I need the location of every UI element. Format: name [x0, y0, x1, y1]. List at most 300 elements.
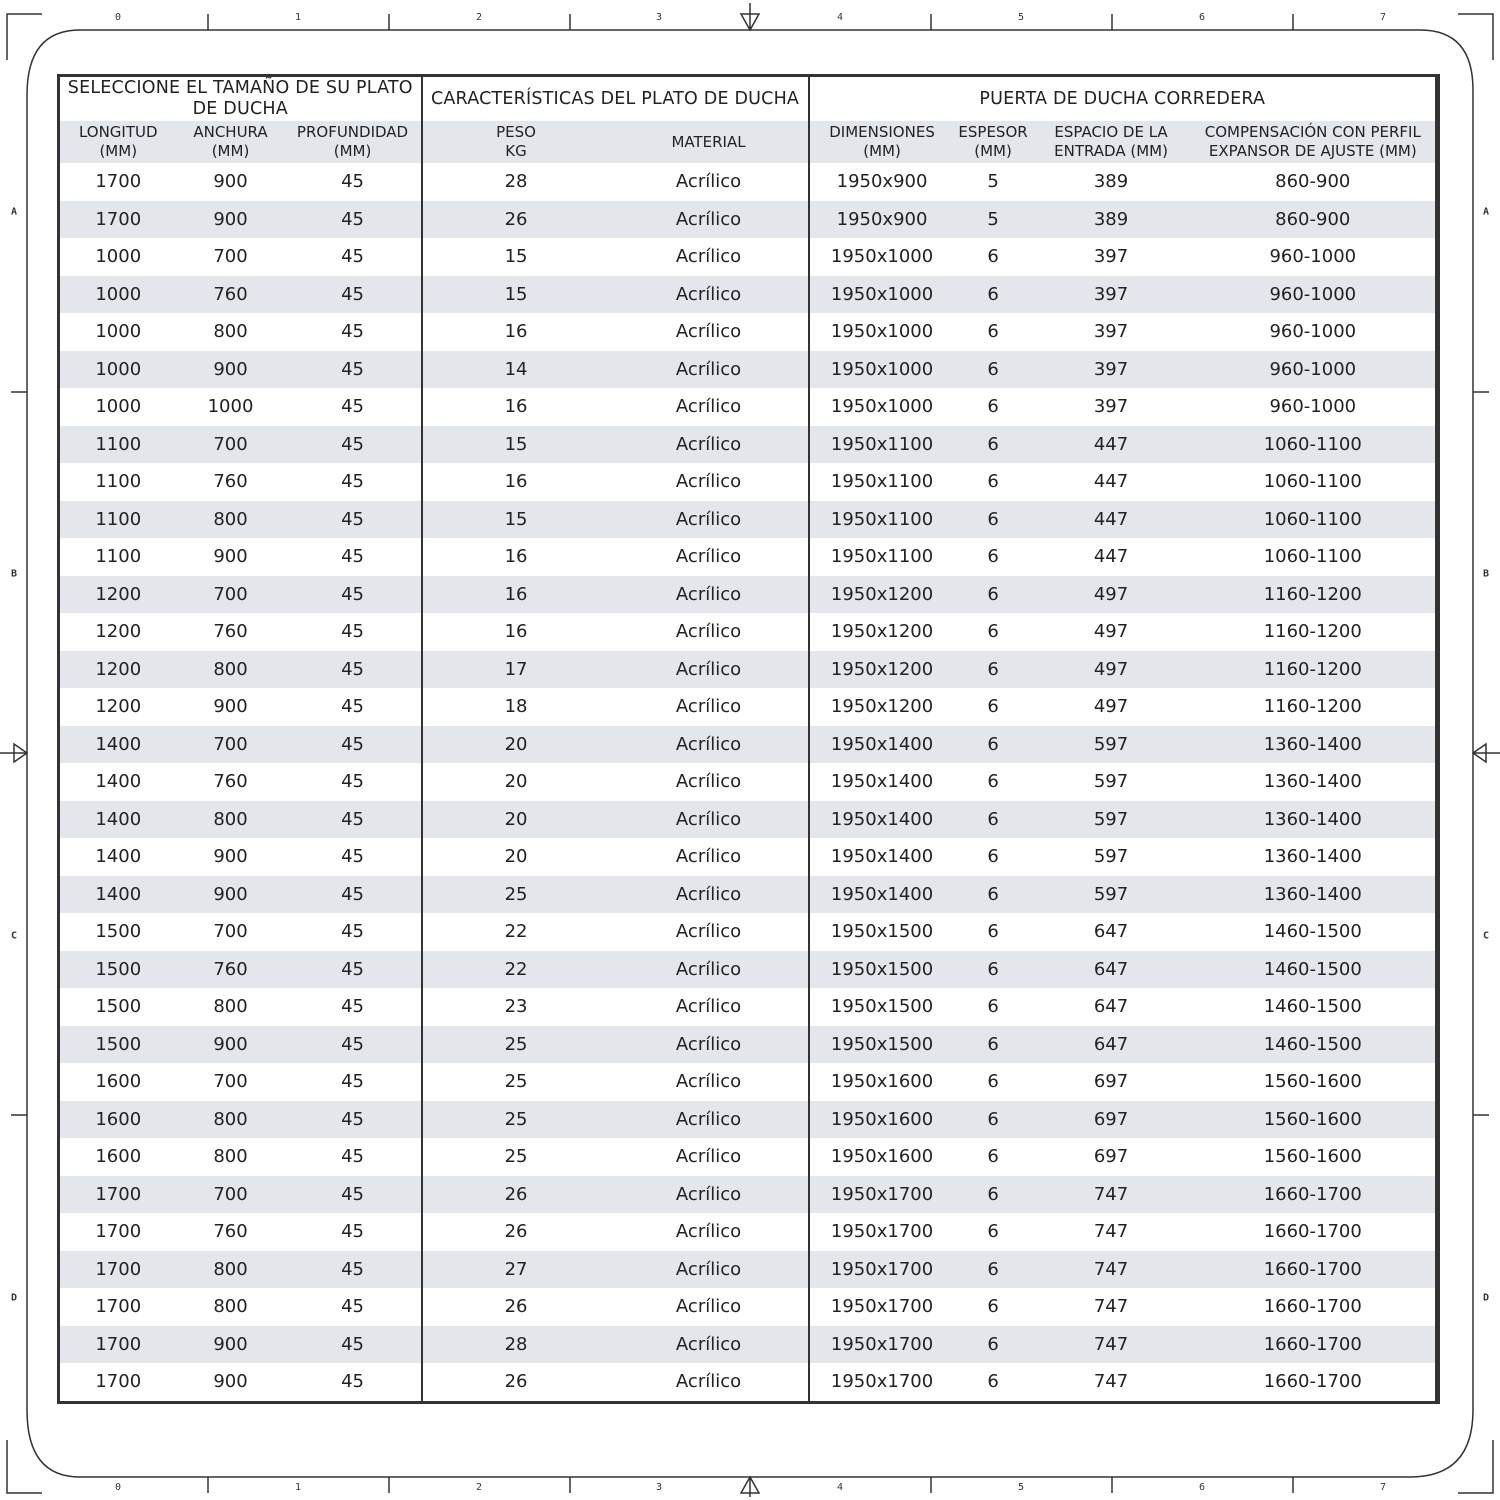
length-cell: 1700 [95, 1371, 142, 1393]
length-cell: 1100 [59, 426, 177, 464]
entry-space-cell: 747 [1093, 1221, 1129, 1243]
length-cell: 1700 [59, 1326, 177, 1364]
thickness-cell: 6 [987, 621, 999, 643]
ruler-label-top: 3 [655, 12, 663, 23]
length-cell: 1600 [95, 1071, 142, 1093]
entry-space-cell: 447 [1093, 546, 1129, 568]
width-cell: 700 [177, 726, 285, 764]
table-row [59, 501, 1438, 539]
weight-cell: 16 [422, 313, 610, 351]
weight-cell: 17 [422, 651, 610, 689]
width-cell: 800 [213, 1146, 248, 1168]
entry-space-cell: 747 [1032, 1176, 1191, 1214]
material-cell: Acrílico [675, 546, 742, 568]
adjustment-range-cell: 1460-1500 [1263, 996, 1362, 1018]
adjustment-range-cell: 1060-1100 [1191, 426, 1438, 464]
table-body [59, 163, 1438, 1402]
thickness-cell: 6 [987, 396, 999, 418]
ruler-label-top: 0 [114, 12, 122, 23]
entry-space-cell: 747 [1032, 1326, 1191, 1364]
group-header-row [59, 76, 1438, 122]
material-cell: Acrílico [610, 651, 809, 689]
depth-cell: 45 [341, 1071, 364, 1093]
adjustment-range-cell: 1560-1600 [1263, 1071, 1362, 1093]
door-dimensions-cell: 1950x1200 [809, 576, 955, 614]
depth-cell: 45 [341, 696, 364, 718]
weight-cell: 25 [422, 1026, 610, 1064]
corner-bracket-bl [7, 1440, 42, 1493]
table-row [59, 1026, 1438, 1064]
door-dimensions-cell: 1950x1700 [809, 1176, 955, 1214]
column-header [955, 121, 1032, 163]
entry-space-cell: 497 [1093, 621, 1129, 643]
table-row [59, 801, 1438, 839]
material-cell: Acrílico [610, 201, 809, 239]
weight-cell: 16 [422, 613, 610, 651]
width-cell: 800 [177, 1251, 285, 1289]
depth-cell: 45 [285, 801, 422, 839]
table-row [59, 1251, 1438, 1289]
weight-cell: 15 [422, 276, 610, 314]
material-cell: Acrílico [675, 621, 742, 643]
door-dimensions-cell: 1950x1200 [809, 613, 955, 651]
weight-cell: 15 [422, 238, 610, 276]
thickness-cell: 6 [955, 1101, 1032, 1139]
column-header [285, 121, 422, 163]
length-cell: 1500 [59, 1026, 177, 1064]
thickness-cell: 6 [955, 1176, 1032, 1214]
table-row [59, 351, 1438, 389]
door-dimensions-cell: 1950x1500 [809, 988, 955, 1026]
table-row [59, 388, 1438, 426]
table-row [59, 1288, 1438, 1326]
ruler-label-top: 7 [1379, 12, 1387, 23]
material-cell: Acrílico [610, 576, 809, 614]
width-cell: 900 [177, 1026, 285, 1064]
door-dimensions-cell: 1950x1000 [809, 388, 955, 426]
adjustment-range-cell: 960-1000 [1269, 246, 1357, 268]
column-header [1032, 121, 1191, 163]
door-dimensions-cell: 1950x1400 [809, 763, 955, 801]
column-header-line1: ANCHURA [193, 123, 268, 141]
entry-space-cell: 697 [1093, 1071, 1129, 1093]
table-row [59, 538, 1438, 576]
width-cell: 700 [177, 576, 285, 614]
material-cell: Acrílico [675, 396, 742, 418]
ruler-label-bottom: 3 [655, 1482, 663, 1493]
entry-space-cell: 647 [1093, 996, 1129, 1018]
thickness-cell: 6 [987, 846, 999, 868]
adjustment-range-cell: 1660-1700 [1263, 1296, 1362, 1318]
width-cell: 800 [177, 651, 285, 689]
depth-cell: 45 [341, 396, 364, 418]
column-header [59, 121, 177, 163]
adjustment-range-cell: 960-1000 [1269, 321, 1357, 343]
weight-cell: 16 [422, 388, 610, 426]
material-cell: Acrílico [610, 876, 809, 914]
door-dimensions-cell: 1950x1000 [809, 351, 955, 389]
entry-space-cell: 747 [1032, 1251, 1191, 1289]
width-cell: 900 [213, 546, 248, 568]
table-row [59, 1063, 1438, 1101]
material-cell: Acrílico [610, 276, 809, 314]
depth-cell: 45 [341, 321, 364, 343]
length-cell: 1400 [95, 771, 142, 793]
weight-cell: 20 [422, 801, 610, 839]
material-cell: Acrílico [675, 171, 742, 193]
corner-bracket-br [1458, 1440, 1493, 1493]
length-cell: 1400 [59, 876, 177, 914]
door-dimensions-cell: 1950x1100 [809, 538, 955, 576]
depth-cell: 45 [341, 921, 364, 943]
material-cell: Acrílico [675, 246, 742, 268]
thickness-cell: 6 [987, 471, 999, 493]
length-cell: 1600 [59, 1101, 177, 1139]
width-cell: 900 [177, 201, 285, 239]
material-cell: Acrílico [610, 951, 809, 989]
table-row [59, 463, 1438, 501]
depth-cell: 45 [285, 1101, 422, 1139]
door-dimensions-cell: 1950x1000 [809, 313, 955, 351]
width-cell: 900 [213, 171, 248, 193]
table-row [59, 1176, 1438, 1214]
depth-cell: 45 [341, 171, 364, 193]
entry-space-cell: 397 [1032, 276, 1191, 314]
width-cell: 900 [177, 351, 285, 389]
thickness-cell: 6 [955, 576, 1032, 614]
weight-cell: 26 [422, 1363, 610, 1402]
adjustment-range-cell: 1360-1400 [1191, 876, 1438, 914]
weight-cell: 16 [422, 463, 610, 501]
length-cell: 1700 [95, 171, 142, 193]
ruler-label-bottom: 1 [294, 1482, 302, 1493]
adjustment-range-cell: 1360-1400 [1263, 846, 1362, 868]
center-arrow-bottom [741, 1477, 759, 1497]
length-cell: 1400 [95, 846, 142, 868]
column-header-line1: DIMENSIONES [829, 123, 935, 141]
entry-space-cell: 597 [1093, 846, 1129, 868]
entry-space-cell: 447 [1032, 426, 1191, 464]
column-header-line2: KG [505, 142, 527, 160]
ruler-label-top: 6 [1198, 12, 1206, 23]
entry-space-cell: 647 [1032, 1026, 1191, 1064]
table-row [59, 1101, 1438, 1139]
ruler-label-bottom: 7 [1379, 1482, 1387, 1493]
material-cell: Acrílico [610, 1026, 809, 1064]
depth-cell: 45 [285, 1326, 422, 1364]
entry-space-cell: 647 [1032, 951, 1191, 989]
ruler-label-bottom: 4 [836, 1482, 844, 1493]
length-cell: 1000 [95, 396, 142, 418]
weight-cell: 22 [422, 951, 610, 989]
table-row [59, 688, 1438, 726]
length-cell: 1400 [59, 801, 177, 839]
length-cell: 1700 [59, 1176, 177, 1214]
column-header-row [59, 121, 1438, 163]
adjustment-range-cell: 860-900 [1275, 171, 1351, 193]
material-cell: Acrílico [675, 1146, 742, 1168]
adjustment-range-cell: 960-1000 [1191, 276, 1438, 314]
thickness-cell: 6 [987, 321, 999, 343]
width-cell: 700 [213, 1071, 248, 1093]
weight-cell: 28 [422, 163, 610, 201]
width-cell: 800 [177, 501, 285, 539]
thickness-cell: 6 [955, 726, 1032, 764]
length-cell: 1200 [59, 576, 177, 614]
weight-cell: 26 [422, 1176, 610, 1214]
material-cell: Acrílico [610, 501, 809, 539]
material-cell: Acrílico [610, 726, 809, 764]
material-cell: Acrílico [610, 351, 809, 389]
thickness-cell: 6 [987, 696, 999, 718]
weight-cell: 20 [422, 838, 610, 876]
width-cell: 700 [177, 426, 285, 464]
entry-space-cell: 397 [1093, 396, 1129, 418]
side-label-left: A [10, 206, 18, 218]
depth-cell: 45 [285, 1026, 422, 1064]
side-label-right: B [1482, 568, 1490, 580]
table-row [59, 1363, 1438, 1402]
length-cell: 1000 [95, 246, 142, 268]
depth-cell: 45 [285, 651, 422, 689]
thickness-cell: 6 [955, 1251, 1032, 1289]
length-cell: 1700 [59, 201, 177, 239]
entry-space-cell: 497 [1032, 576, 1191, 614]
width-cell: 760 [213, 771, 248, 793]
table-row [59, 763, 1438, 801]
depth-cell: 45 [285, 501, 422, 539]
adjustment-range-cell: 1060-1100 [1191, 501, 1438, 539]
table-row [59, 1326, 1438, 1364]
ruler-label-top: 2 [475, 12, 483, 23]
material-cell: Acrílico [675, 1296, 742, 1318]
side-label-left: C [10, 930, 18, 942]
table-row [59, 838, 1438, 876]
adjustment-range-cell: 1660-1700 [1191, 1326, 1438, 1364]
length-cell: 1200 [95, 621, 142, 643]
table-row [59, 426, 1438, 464]
length-cell: 1700 [95, 1221, 142, 1243]
door-dimensions-cell: 1950x1700 [809, 1251, 955, 1289]
adjustment-range-cell: 1460-1500 [1191, 951, 1438, 989]
table-row [59, 238, 1438, 276]
adjustment-range-cell: 1060-1100 [1263, 546, 1362, 568]
column-header-line1: PESO [496, 123, 536, 141]
door-dimensions-cell: 1950x1200 [809, 651, 955, 689]
material-cell: Acrílico [610, 426, 809, 464]
column-header-line1: ESPESOR [958, 123, 1028, 141]
adjustment-range-cell: 1160-1200 [1263, 696, 1362, 718]
depth-cell: 45 [285, 426, 422, 464]
length-cell: 1500 [95, 996, 142, 1018]
adjustment-range-cell: 960-1000 [1191, 351, 1438, 389]
column-header-line2: (MM) [99, 142, 138, 160]
adjustment-range-cell: 1460-1500 [1191, 1026, 1438, 1064]
width-cell: 760 [213, 471, 248, 493]
weight-cell: 26 [422, 201, 610, 239]
weight-cell: 25 [422, 876, 610, 914]
entry-space-cell: 697 [1093, 1146, 1129, 1168]
thickness-cell: 6 [987, 1146, 999, 1168]
weight-cell: 28 [422, 1326, 610, 1364]
adjustment-range-cell: 1360-1400 [1263, 771, 1362, 793]
door-dimensions-cell: 1950x1700 [809, 1363, 955, 1402]
depth-cell: 45 [341, 546, 364, 568]
entry-space-cell: 397 [1093, 321, 1129, 343]
column-header-line2: ENTRADA (MM) [1054, 142, 1168, 160]
material-cell: Acrílico [675, 321, 742, 343]
weight-cell: 18 [422, 688, 610, 726]
column-header [610, 121, 809, 163]
thickness-cell: 5 [987, 171, 999, 193]
depth-cell: 45 [341, 1296, 364, 1318]
depth-cell: 45 [341, 471, 364, 493]
depth-cell: 45 [341, 771, 364, 793]
entry-space-cell: 397 [1032, 351, 1191, 389]
width-cell: 900 [213, 1371, 248, 1393]
thickness-cell: 6 [955, 426, 1032, 464]
side-label-left: D [10, 1292, 18, 1304]
thickness-cell: 6 [987, 771, 999, 793]
entry-space-cell: 747 [1093, 1296, 1129, 1318]
adjustment-range-cell: 1660-1700 [1263, 1371, 1362, 1393]
table-row [59, 651, 1438, 689]
material-cell: Acrílico [675, 1371, 742, 1393]
thickness-cell: 6 [955, 1326, 1032, 1364]
material-cell: Acrílico [610, 1176, 809, 1214]
depth-cell: 45 [341, 996, 364, 1018]
depth-cell: 45 [341, 1371, 364, 1393]
column-header [177, 121, 285, 163]
length-cell: 1100 [95, 471, 142, 493]
thickness-cell: 6 [987, 1071, 999, 1093]
door-dimensions-cell: 1950x1700 [809, 1326, 955, 1364]
ruler-label-top: 4 [836, 12, 844, 23]
entry-space-cell: 447 [1032, 501, 1191, 539]
thickness-cell: 6 [955, 276, 1032, 314]
depth-cell: 45 [285, 726, 422, 764]
thickness-cell: 6 [987, 1221, 999, 1243]
width-cell: 900 [177, 1326, 285, 1364]
entry-space-cell: 597 [1032, 801, 1191, 839]
door-dimensions-cell: 1950x1600 [809, 1063, 955, 1101]
thickness-cell: 6 [955, 501, 1032, 539]
column-header-line1: PROFUNDIDAD [296, 123, 409, 141]
thickness-cell: 5 [955, 201, 1032, 239]
material-cell: Acrílico [675, 1071, 742, 1093]
width-cell: 900 [213, 846, 248, 868]
door-dimensions-cell: 1950x1500 [809, 1026, 955, 1064]
weight-cell: 25 [422, 1063, 610, 1101]
width-cell: 760 [177, 276, 285, 314]
side-label-right: C [1482, 930, 1490, 942]
entry-space-cell: 597 [1032, 726, 1191, 764]
width-cell: 800 [213, 321, 248, 343]
length-cell: 1400 [59, 726, 177, 764]
adjustment-range-cell: 860-900 [1191, 201, 1438, 239]
weight-cell: 16 [422, 538, 610, 576]
thickness-cell: 6 [987, 1371, 999, 1393]
door-dimensions-cell: 1950x1700 [809, 1213, 955, 1251]
depth-cell: 45 [285, 351, 422, 389]
material-cell: Acrílico [610, 1326, 809, 1364]
weight-cell: 23 [422, 988, 610, 1026]
material-cell: Acrílico [675, 921, 742, 943]
adjustment-range-cell: 1360-1400 [1191, 726, 1438, 764]
column-header-line2: (MM) [974, 142, 1012, 160]
table-row [59, 276, 1438, 314]
width-cell: 800 [177, 1101, 285, 1139]
table-row [59, 313, 1438, 351]
door-dimensions-cell: 1950x1500 [809, 913, 955, 951]
weight-cell: 22 [422, 913, 610, 951]
column-header-line1: COMPENSACIÓN CON PERFIL [1204, 123, 1421, 141]
material-cell: Acrílico [675, 696, 742, 718]
width-cell: 900 [177, 876, 285, 914]
length-cell: 1100 [59, 501, 177, 539]
width-cell: 1000 [207, 396, 254, 418]
weight-cell: 27 [422, 1251, 610, 1289]
table-row [59, 613, 1438, 651]
table-row [59, 1213, 1438, 1251]
depth-cell: 45 [285, 1176, 422, 1214]
material-cell: Acrílico [610, 801, 809, 839]
adjustment-range-cell: 1660-1700 [1191, 1176, 1438, 1214]
column-header [809, 121, 955, 163]
adjustment-range-cell: 1660-1700 [1191, 1251, 1438, 1289]
entry-space-cell: 597 [1032, 876, 1191, 914]
length-cell: 1200 [59, 651, 177, 689]
thickness-cell: 6 [955, 1026, 1032, 1064]
width-cell: 700 [213, 921, 248, 943]
thickness-cell: 6 [987, 246, 999, 268]
width-cell: 760 [213, 621, 248, 643]
length-cell: 1500 [59, 951, 177, 989]
width-cell: 760 [177, 951, 285, 989]
entry-space-cell: 389 [1093, 171, 1129, 193]
material-cell: Acrílico [610, 1101, 809, 1139]
length-cell: 1700 [59, 1251, 177, 1289]
thickness-cell: 6 [987, 921, 999, 943]
ruler-label-bottom: 0 [114, 1482, 122, 1493]
entry-space-cell: 647 [1093, 921, 1129, 943]
weight-cell: 26 [422, 1213, 610, 1251]
thickness-cell: 6 [955, 351, 1032, 389]
door-dimensions-cell: 1950x1400 [809, 801, 955, 839]
door-dimensions-cell: 1950x1100 [809, 501, 955, 539]
material-cell: Acrílico [675, 771, 742, 793]
length-cell: 1500 [95, 921, 142, 943]
group-header-tray-characteristics: CARACTERÍSTICAS DEL PLATO DE DUCHA [422, 76, 809, 122]
center-arrow-left [0, 744, 27, 762]
entry-space-cell: 747 [1093, 1371, 1129, 1393]
door-dimensions-cell: 1950x1400 [809, 876, 955, 914]
width-cell: 700 [213, 246, 248, 268]
material-cell: Acrílico [675, 846, 742, 868]
width-cell: 760 [213, 1221, 248, 1243]
length-cell: 1200 [95, 696, 142, 718]
weight-cell: 20 [422, 726, 610, 764]
table-row [59, 726, 1438, 764]
table-row [59, 1138, 1438, 1176]
depth-cell: 45 [285, 201, 422, 239]
weight-cell: 15 [422, 426, 610, 464]
weight-cell: 25 [422, 1138, 610, 1176]
length-cell: 1700 [95, 1296, 142, 1318]
length-cell: 1000 [95, 321, 142, 343]
adjustment-range-cell: 1160-1200 [1191, 651, 1438, 689]
length-cell: 1000 [59, 351, 177, 389]
